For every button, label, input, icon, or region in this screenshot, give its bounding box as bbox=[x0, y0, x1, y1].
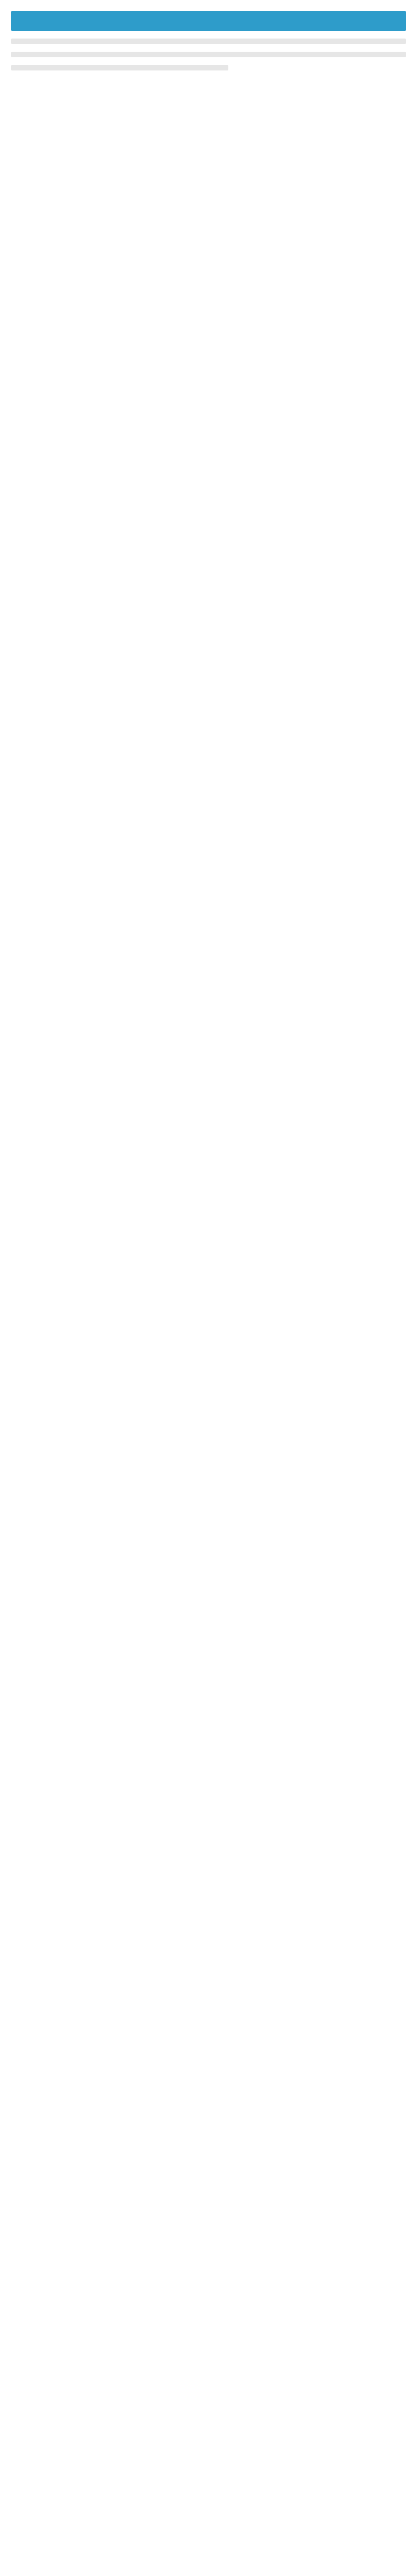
title-bar bbox=[11, 11, 406, 31]
text-line bbox=[11, 52, 406, 57]
text-line bbox=[11, 39, 406, 44]
text-line bbox=[11, 65, 228, 70]
